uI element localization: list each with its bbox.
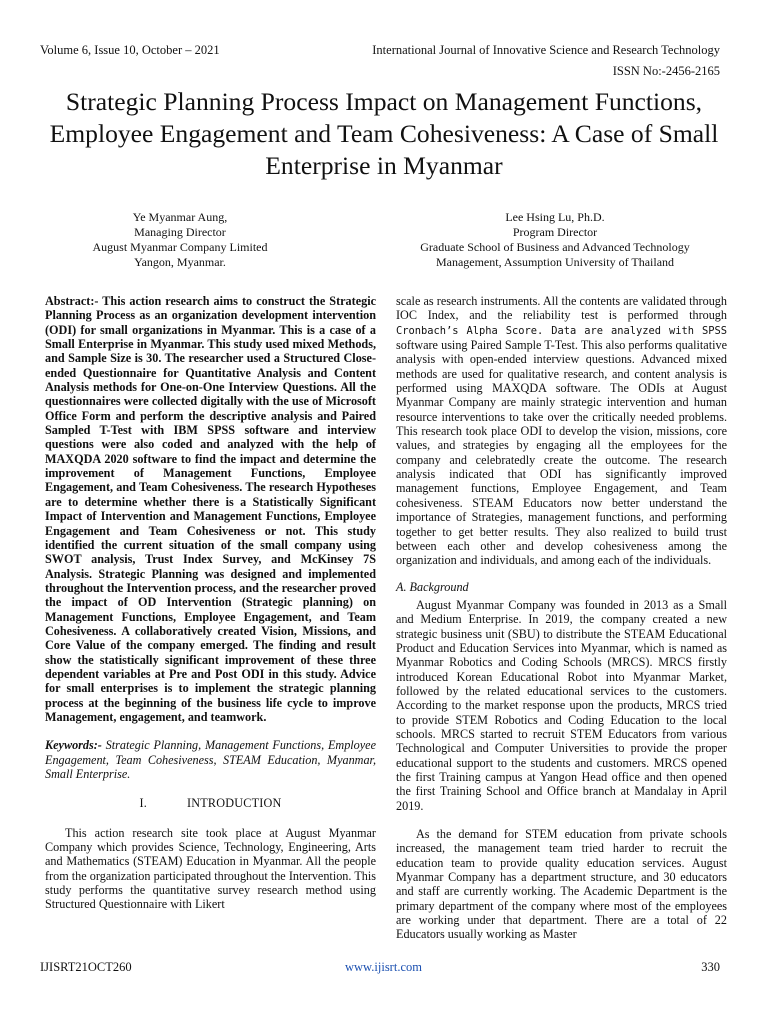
section-title: INTRODUCTION xyxy=(187,796,282,811)
continued-text-mono: Cronbach’s Alpha Score. Data are analyzed with SPSS xyxy=(396,324,727,337)
keywords-label: Keywords:- xyxy=(45,738,102,753)
author-location: Yangon, Myanmar. xyxy=(134,255,226,269)
journal-volume: Volume 6, Issue 10, October – 2021 xyxy=(40,43,220,57)
left-column xyxy=(45,294,376,912)
author-block-2 xyxy=(400,210,710,270)
continued-text-b: software using Paired Sample T-Test. This also performs qualitative analysis with open-ended interview questions. Advanced mixed methods are used for qualitative research, and content analysis is performed using MAXQDA software. The ODIs at August Myanmar Company are mainly strategic intervention and human resource interventions to take over the critically needed problems. This research took place ODI to develop the vision, missions, core values, and strategies by engaging all the employees for the company and celebratedly create the outcome. The research analysis indicated that ODI has significantly improved management functions, Employee Engagement, and Team cohesiveness. STEAM Educators now better understand the importance of Strategies, management functions, and performing together to get better results. They also realized to build trust between each other and develop cohesiveness among the organization and individuals, and among each of the individuals. xyxy=(396,338,727,568)
right-column xyxy=(396,294,727,942)
author-name: Lee Hsing Lu, Ph.D. xyxy=(505,210,605,224)
author-role: Managing Director xyxy=(134,225,226,239)
continued-text-a: scale as research instruments. All the contents are validated through IOC Index, and the reliability test is performed through xyxy=(396,294,727,323)
author-location: Management, Assumption University of Thailand xyxy=(435,255,675,269)
background-paragraph-1: August Myanmar Company was founded in 2013 as a Small and Medium Enterprise. In 2019, the company created a new strategic business unit (SBU) to distribute the STEAM Educational Product and Education Services into Myanmar, which is named as Myanmar Robotics and Coding Schools (MRCS). MRCS firstly introduced Korean Educational Robot into Myanmar Market, followed by the related educational services to the customers. According to the market response upon the products, MRCS tried to provide STEM Robotics and Coding Education to the local schools. MRCS started to recruit STEM Educators from various Technological and Computer Universities to provide the proper educational support to the students and customers. MRCS opened the first Training campus at Yangon Head office and then opened the first Training School and Office branch at Mandalay in April 2019. xyxy=(396,597,727,813)
section-number: I. xyxy=(139,796,148,811)
intro-paragraph: This action research site took place at August Myanmar Company which provides Science, Technology, Engineering, Arts and Mathematics (STEAM) Education in Myanmar. All the people from the organization participated throughout the Intervention. This study performs the quantitative survey research method using Structured Questionnaire with Likert xyxy=(45,825,376,912)
keywords xyxy=(45,738,376,781)
author-affiliation: Graduate School of Business and Advanced Technology xyxy=(420,240,690,254)
issn-number: ISSN No:-2456-2165 xyxy=(612,64,720,78)
website-link[interactable]: www.ijisrt.com xyxy=(345,960,422,974)
abstract: Abstract:- This action research aims to construct the Strategic Planning Process as an organization development intervention (ODI) for small organizations in Myanmar. This is a case of a Small Enterprise in Myanmar. This study used mixed Methods, and Sample Size is 30. The researcher used a Structured Close-ended Questionnaire for Quantitative Analysis and Content Analysis methods for One-on-One Interview Questions. All the questionnaires were collected digitally with the use of Microsoft Office Form and perform the descriptive analysis and Paired Sampled T-Test with IBM SPSS software and interview questions were also coded and analyzed with the help of MAXQDA 2020 software to find the impact and determine the improvement of Management Functions, Employee Engagement, and Team Cohesiveness. The research Hypotheses are to determine whether there is a Statistically Significant Impact of Intervention and Management Functions, Employee Engagement and Team Cohesiveness or not. This study identified the current situation of the small company using SWOT analysis, Trust Index Survey, and McKinsey 7S Analysis. Strategic Planning was designed and implemented throughout the Intervention process, and the researcher proved the impact of OD Intervention (Strategic planning) on Management Functions, Employee Engagement, and Team Cohesiveness. A collaboratively created Vision, Missions, and Core Value of the company emerged. The finding and result show the statistically significant improvement of these three dependent variables at Pre and Post ODI in this study. Advice for small enterprises is to implement the strategic planning process at the beginning of the business life cycle to improve Management, engagement, and teamwork. xyxy=(45,294,376,724)
page-number: 330 xyxy=(701,960,720,974)
author-role: Program Director xyxy=(512,225,598,239)
paper-title: Strategic Planning Process Impact on Management Functions, Employee Engagement and Team Cohesiveness: A Case of Small Enterprise in Myanmar xyxy=(49,87,719,180)
author-affiliation: August Myanmar Company Limited xyxy=(92,240,268,254)
subsection-heading: A. Background xyxy=(396,579,469,594)
author-name: Ye Myanmar Aung, xyxy=(132,210,228,224)
author-block-1 xyxy=(60,210,300,270)
background-paragraph-2: As the demand for STEM education from private schools increased, the management team tried harder to recruit the education team to provide quality education services. August Myanmar Company has a department structure, and 30 educators and staff are currently working. The Academic Department is the primary department of the company where most of the employees are working under that department. There are a total of 22 Educators usually working as Master xyxy=(396,827,727,942)
keywords-text: Strategic Planning, Management Functions, Employee Engagement, Team Cohesiveness, STEAM Education, Myanmar, Small Enterprise. xyxy=(45,738,376,781)
paper-id: IJISRT21OCT260 xyxy=(40,960,132,974)
journal-name: International Journal of Innovative Science and Research Technology xyxy=(372,43,720,57)
section-heading xyxy=(45,796,376,810)
continued-paragraph xyxy=(396,294,727,568)
